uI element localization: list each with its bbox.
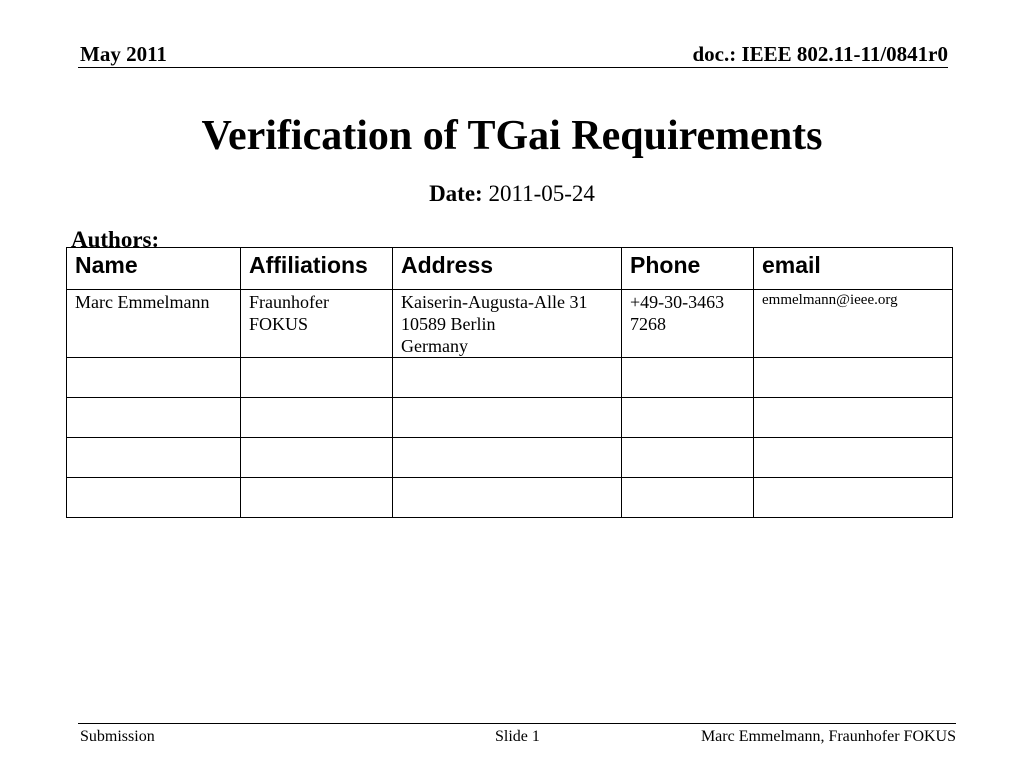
address-line: Kaiserin-Augusta-Alle 31 [401, 292, 588, 312]
author-name: Marc Emmelmann [75, 292, 210, 312]
phone-line: 7268 [630, 314, 666, 334]
table-row [67, 290, 953, 358]
empty-cell [241, 358, 393, 398]
cell-email [754, 290, 953, 358]
table-row [67, 398, 953, 438]
empty-cell [754, 358, 953, 398]
address-line: 10589 Berlin [401, 314, 496, 334]
column-header-email: email [754, 248, 953, 290]
empty-cell [754, 398, 953, 438]
address-line: Germany [401, 336, 468, 356]
footer-slide-number: Slide 1 [495, 728, 540, 745]
affiliation-line: Fraunhofer [249, 292, 329, 312]
empty-cell [241, 398, 393, 438]
date-value: 2011-05-24 [488, 181, 595, 206]
cell-affiliation [241, 290, 393, 358]
empty-cell [241, 478, 393, 518]
cell-phone [622, 290, 754, 358]
empty-cell [754, 438, 953, 478]
author-email: emmelmann@ieee.org [762, 292, 898, 308]
header-doc-id: doc.: IEEE 802.11-11/0841r0 [692, 42, 948, 66]
empty-cell [622, 358, 754, 398]
footer-divider [78, 723, 956, 724]
column-header-affiliations: Affiliations [241, 248, 393, 290]
table-header-row [67, 248, 953, 290]
empty-cell [393, 358, 622, 398]
footer-submission: Submission [80, 728, 155, 745]
footer-author: Marc Emmelmann, Fraunhofer FOKUS [700, 728, 956, 745]
date-line [0, 181, 1024, 207]
slide-title: Verification of TGai Requirements [201, 113, 823, 159]
empty-cell [622, 478, 754, 518]
cell-name [67, 290, 241, 358]
phone-line: +49-30-3463 [630, 292, 725, 312]
empty-cell [393, 398, 622, 438]
empty-cell [393, 478, 622, 518]
empty-cell [622, 438, 754, 478]
affiliation-line: FOKUS [249, 314, 309, 334]
header-divider [78, 67, 948, 68]
empty-cell [393, 438, 622, 478]
authors-table [66, 247, 953, 518]
empty-cell [241, 438, 393, 478]
header-date: May 2011 [80, 42, 167, 66]
empty-cell [67, 398, 241, 438]
cell-address [393, 290, 622, 358]
empty-cell [67, 358, 241, 398]
empty-cell [622, 398, 754, 438]
column-header-address: Address [393, 248, 622, 290]
column-header-name: Name [67, 248, 241, 290]
date-label: Date: [429, 181, 483, 206]
table-row [67, 358, 953, 398]
empty-cell [67, 438, 241, 478]
authors-label: Authors: [71, 227, 160, 252]
empty-cell [754, 478, 953, 518]
table-row [67, 478, 953, 518]
table-row [67, 438, 953, 478]
column-header-phone: Phone [622, 248, 754, 290]
empty-cell [67, 478, 241, 518]
